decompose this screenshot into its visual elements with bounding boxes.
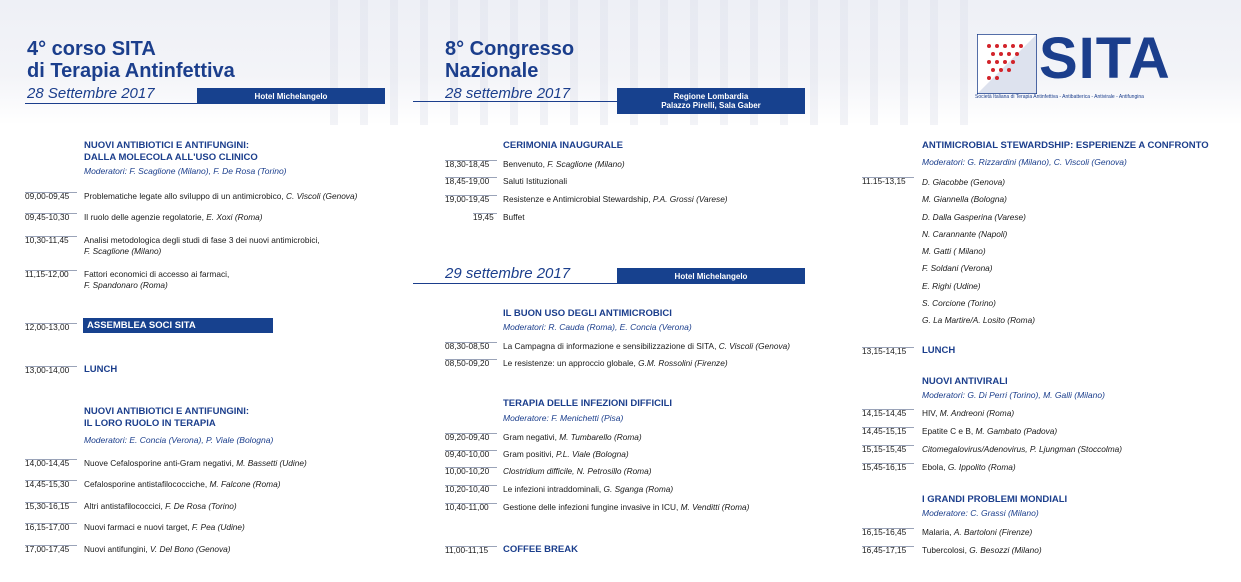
sita-logo-subtitle: Società Italiana di Terapia Antinfettiva - Antibatterica - Antivirale - Antifungina bbox=[975, 94, 1144, 100]
congress-date-bar-1 bbox=[413, 85, 805, 114]
congress-date-1: 28 settembre 2017 bbox=[445, 85, 571, 102]
right-block1-moderators: Moderatori: G. Rizzardini (Milano), C. Viscoli (Genova) bbox=[922, 157, 1127, 167]
left-block2-moderators: Moderatori: E. Concia (Verona), P. Viale (Bologna) bbox=[84, 435, 274, 445]
right-block1-title: ANTIMICROBIAL STEWARDSHIP: ESPERIENZE A CONFRONTO bbox=[922, 140, 1209, 151]
course-date-bar bbox=[25, 85, 385, 104]
congress-date-bar-2 bbox=[413, 265, 805, 284]
assembly-highlight: ASSEMBLEA SOCI SITA bbox=[83, 318, 273, 333]
mid-block1-moderators: Moderatori: R. Cauda (Roma), E. Concia (Verona) bbox=[503, 322, 692, 332]
sita-logo bbox=[975, 26, 1230, 104]
sita-logo-text: SITA bbox=[1039, 26, 1171, 91]
mid-block2-title: TERAPIA DELLE INFEZIONI DIFFICILI bbox=[503, 398, 673, 409]
right-block3-title: I GRANDI PROBLEMI MONDIALI bbox=[922, 494, 1068, 505]
congress-venue-2: Hotel Michelangelo bbox=[617, 268, 805, 284]
left-block2-title: NUOVI ANTIBIOTICI E ANTIFUNGINI: IL LORO RUOLO IN TERAPIA bbox=[84, 406, 250, 429]
right-block2-moderators: Moderatori: G. Di Perri (Torino), M. Galli (Milano) bbox=[922, 390, 1105, 400]
mid-block2-moderators: Moderatore: F. Menichetti (Pisa) bbox=[503, 413, 624, 423]
congress-date-2: 29 settembre 2017 bbox=[445, 265, 571, 282]
mid-block1-title: IL BUON USO DEGLI ANTIMICROBICI bbox=[503, 308, 672, 319]
ceremony-title: CERIMONIA INAUGURALE bbox=[503, 140, 623, 151]
course-title: 4° corso SITA di Terapia Antinfettiva bbox=[27, 38, 235, 82]
right-block2-title: NUOVI ANTIVIRALI bbox=[922, 376, 1008, 387]
right-block3-moderators: Moderatore: C. Grassi (Milano) bbox=[922, 508, 1039, 518]
left-block1-moderators: Moderatori: F. Scaglione (Milano), F. De Rosa (Torino) bbox=[84, 166, 287, 176]
congress-title: 8° Congresso Nazionale bbox=[445, 38, 575, 82]
congress-venue-1: Regione Lombardia Palazzo Pirelli, Sala Gaber bbox=[617, 88, 805, 114]
course-date: 28 Settembre 2017 bbox=[27, 85, 155, 102]
sita-logo-icon bbox=[977, 34, 1037, 94]
course-venue: Hotel Michelangelo bbox=[197, 88, 385, 104]
left-block1-title: NUOVI ANTIBIOTICI E ANTIFUNGINI: DALLA MOLECOLA ALL'USO CLINICO bbox=[84, 140, 258, 163]
